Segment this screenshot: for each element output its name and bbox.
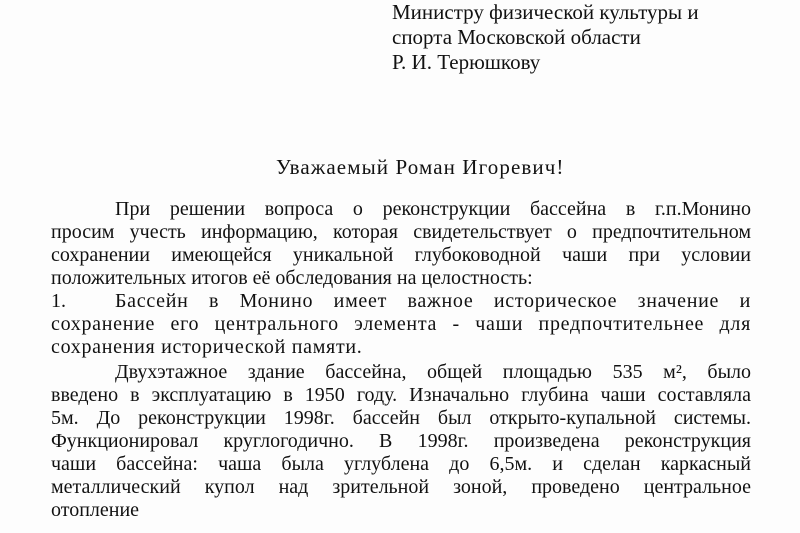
paragraph-2-line: введено в эксплуатацию в 1950 году. Изначально глубина чаши составляла [51, 384, 751, 406]
addressee-line-1: Министру физической культуры и [392, 0, 699, 24]
paragraph-1-line: положительных итогов её обследования на целостность: [51, 267, 533, 289]
paragraph-2-line: металлический купол над зрительной зоной, проведено центральное [51, 476, 751, 498]
addressee-block [392, 0, 699, 75]
paragraph-2-line: Функционировал круглогодично. В 1998г. произведена реконструкция [51, 430, 751, 452]
addressee-line-2: спорта Московской области [392, 25, 641, 49]
paragraph-1-line: При решении вопроса о реконструкции бассейна в г.п.Монино [115, 198, 751, 220]
item-1-number: 1. [51, 290, 66, 312]
paragraph-1-line: сохранении имеющейся уникальной глубоководной чаши при условии [51, 244, 751, 266]
addressee-line-3: Р. И. Терюшкову [392, 50, 541, 74]
paragraph-2-line: отопление [51, 499, 140, 521]
item-1-line: Бассейн в Монино имеет важное историческое значение и [115, 290, 751, 312]
paragraph-1-line: просим учесть информацию, которая свидетельствует о предпочтительном [51, 221, 751, 243]
salutation: Уважаемый Роман Игоревич! [276, 155, 565, 179]
paragraph-2-line: чаши бассейна: чаша была углублена до 6,5м. и сделан каркасный [51, 453, 751, 475]
item-1-line: сохранение его центрального элемента - чаши предпочтительнее для [51, 313, 751, 335]
paragraph-2-line: Двухэтажное здание бассейна, общей площадью 535 м², было [115, 361, 751, 383]
item-1-line: сохранения исторической памяти. [51, 336, 363, 358]
paragraph-2-line: 5м. До реконструкции 1998г. бассейн был открыто-купальной системы. [51, 407, 751, 429]
